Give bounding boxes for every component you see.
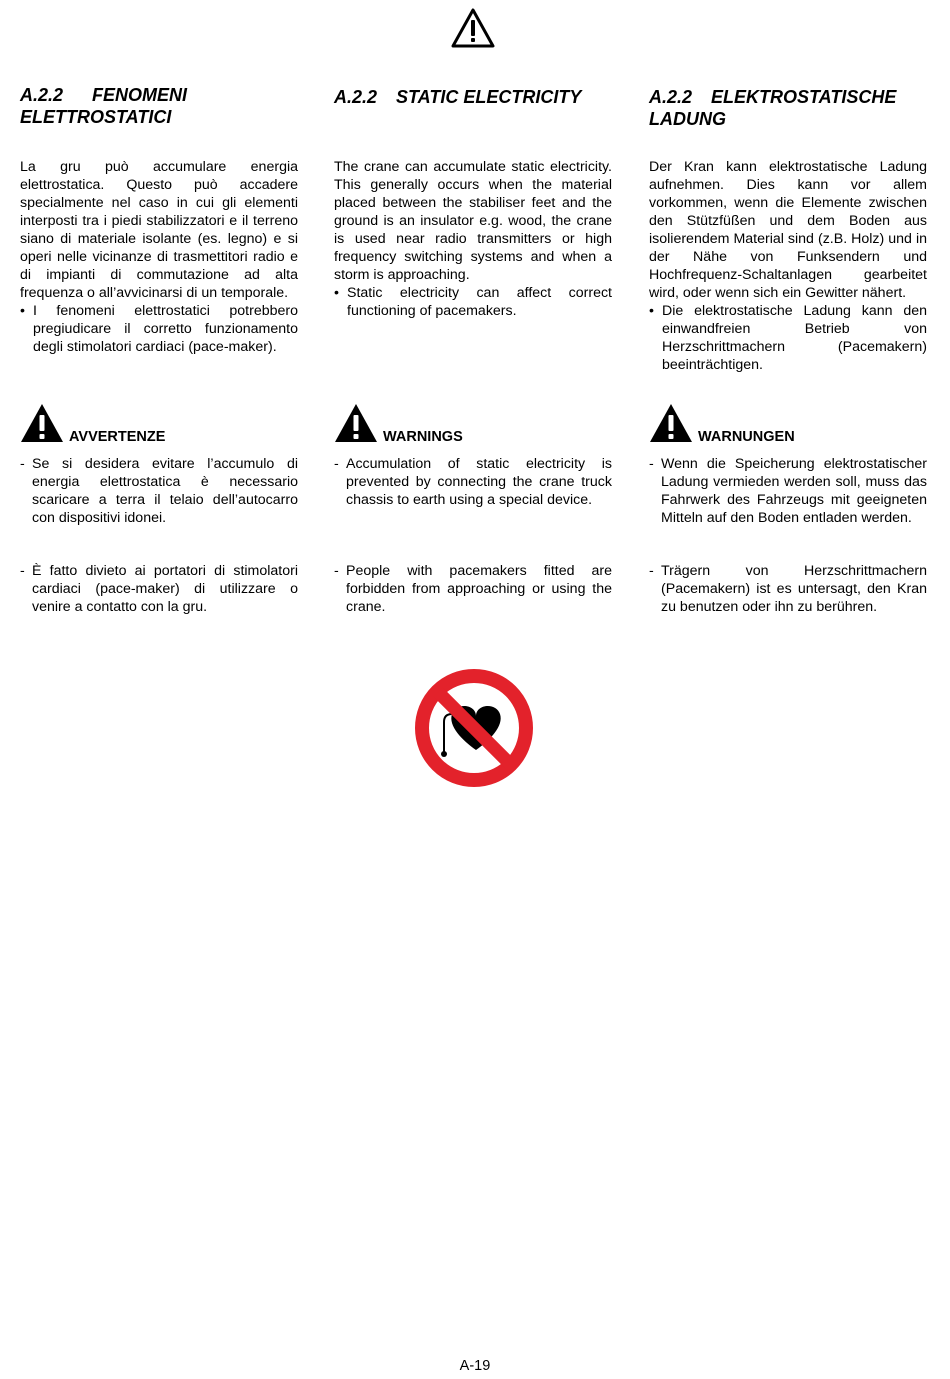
- page-number: A-19: [459, 1358, 491, 1374]
- warning-triangle-icon: [450, 7, 496, 49]
- warning-item: - Trägern von Herzschrittmachern (Pacemakern) ist es untersagt, den Kran zu benutzen oder ihn zu berühren.: [649, 562, 927, 616]
- intro-paragraph: Der Kran kann elektrostatische Ladung aufnehmen. Dies kann vor allem vorkommen, wenn die Elemente zwischen den Stützfüßen und dem Boden aus isolierendem Material sind (z.B. Holz) und in der Nähe von Funksendern und Hochfrequenz-Schaltanlagen gearbeitet wird, oder wenn sich ein Gewitter nähert.: [649, 159, 927, 301]
- intro-paragraph: The crane can accumulate static electricity. This generally occurs when the material placed between the stabiliser feet and the ground is an insulator e.g. wood, the crane is used near radio transmitters or high frequency switching systems and when a storm is approaching.: [334, 159, 612, 283]
- warning-item: - Se si desidera evitare l’accumulo di energia elettrostatica è necessario scaricare a terra il telaio dell’autocarro con dispositivi idonei.: [20, 455, 298, 527]
- warning-label: WARNINGS: [383, 429, 463, 445]
- column-german: [649, 84, 927, 374]
- warning-header-german: [649, 403, 927, 445]
- warning-triangle-icon: [334, 403, 378, 443]
- bullet-item: • Die elektrostatische Ladung kann den einwandfreien Betrieb von Herzschrittmachern (Pacemakern) beeinträchtigen.: [649, 302, 927, 374]
- intro-paragraph: La gru può accumulare energia elettrostatica. Questo può accadere specialmente nel caso in cui gli elementi interposti tra i piedi stabilizzatori e il terreno siano di materiale isolante (es. legno) e si operi nelle vicinanze di trasmettitori radio e di impianti di commutazione ad alta frequenza o all’avvicinarsi di un temporale.: [20, 159, 298, 301]
- section-heading: A.2.2 FENOMENI ELETTROSTATICI: [20, 85, 188, 127]
- column-italian: [20, 84, 298, 356]
- warning-list-german: [649, 455, 927, 615]
- section-heading: A.2.2 ELEKTROSTATISCHE LADUNG: [649, 87, 897, 129]
- warning-list-italian: [20, 455, 298, 615]
- warning-item: - Accumulation of static electricity is prevented by connecting the crane truck chassis to earth using a special device.: [334, 455, 612, 509]
- warning-header-english: [334, 403, 612, 445]
- bullet-item: • I fenomeni elettrostatici potrebbero pregiudicare il corretto funzionamento degli stimolatori cardiaci (pace-maker).: [20, 302, 298, 356]
- warning-item: - People with pacemakers fitted are forbidden from approaching or using the crane.: [334, 562, 612, 616]
- no-pacemaker-icon: [414, 668, 534, 788]
- bullet-item: • Static electricity can affect correct functioning of pacemakers.: [334, 284, 612, 320]
- warning-label: AVVERTENZE: [69, 429, 166, 445]
- column-english: [334, 84, 612, 320]
- section-heading: A.2.2 STATIC ELECTRICITY: [334, 87, 582, 107]
- warning-triangle-icon: [649, 403, 693, 443]
- warning-header-italian: [20, 403, 298, 445]
- warning-label: WARNUNGEN: [698, 429, 795, 445]
- warning-item: - Wenn die Speicherung elektrostatischer Ladung vermieden werden soll, muss das Fahrwerk des Fahrzeugs mit geeigneten Mitteln auf den Boden entladen werden.: [649, 455, 927, 527]
- warning-triangle-icon: [20, 403, 64, 443]
- warning-item: - È fatto divieto ai portatori di stimolatori cardiaci (pace-maker) di utilizzare o venire a contatto con la gru.: [20, 562, 298, 616]
- warning-list-english: [334, 455, 612, 615]
